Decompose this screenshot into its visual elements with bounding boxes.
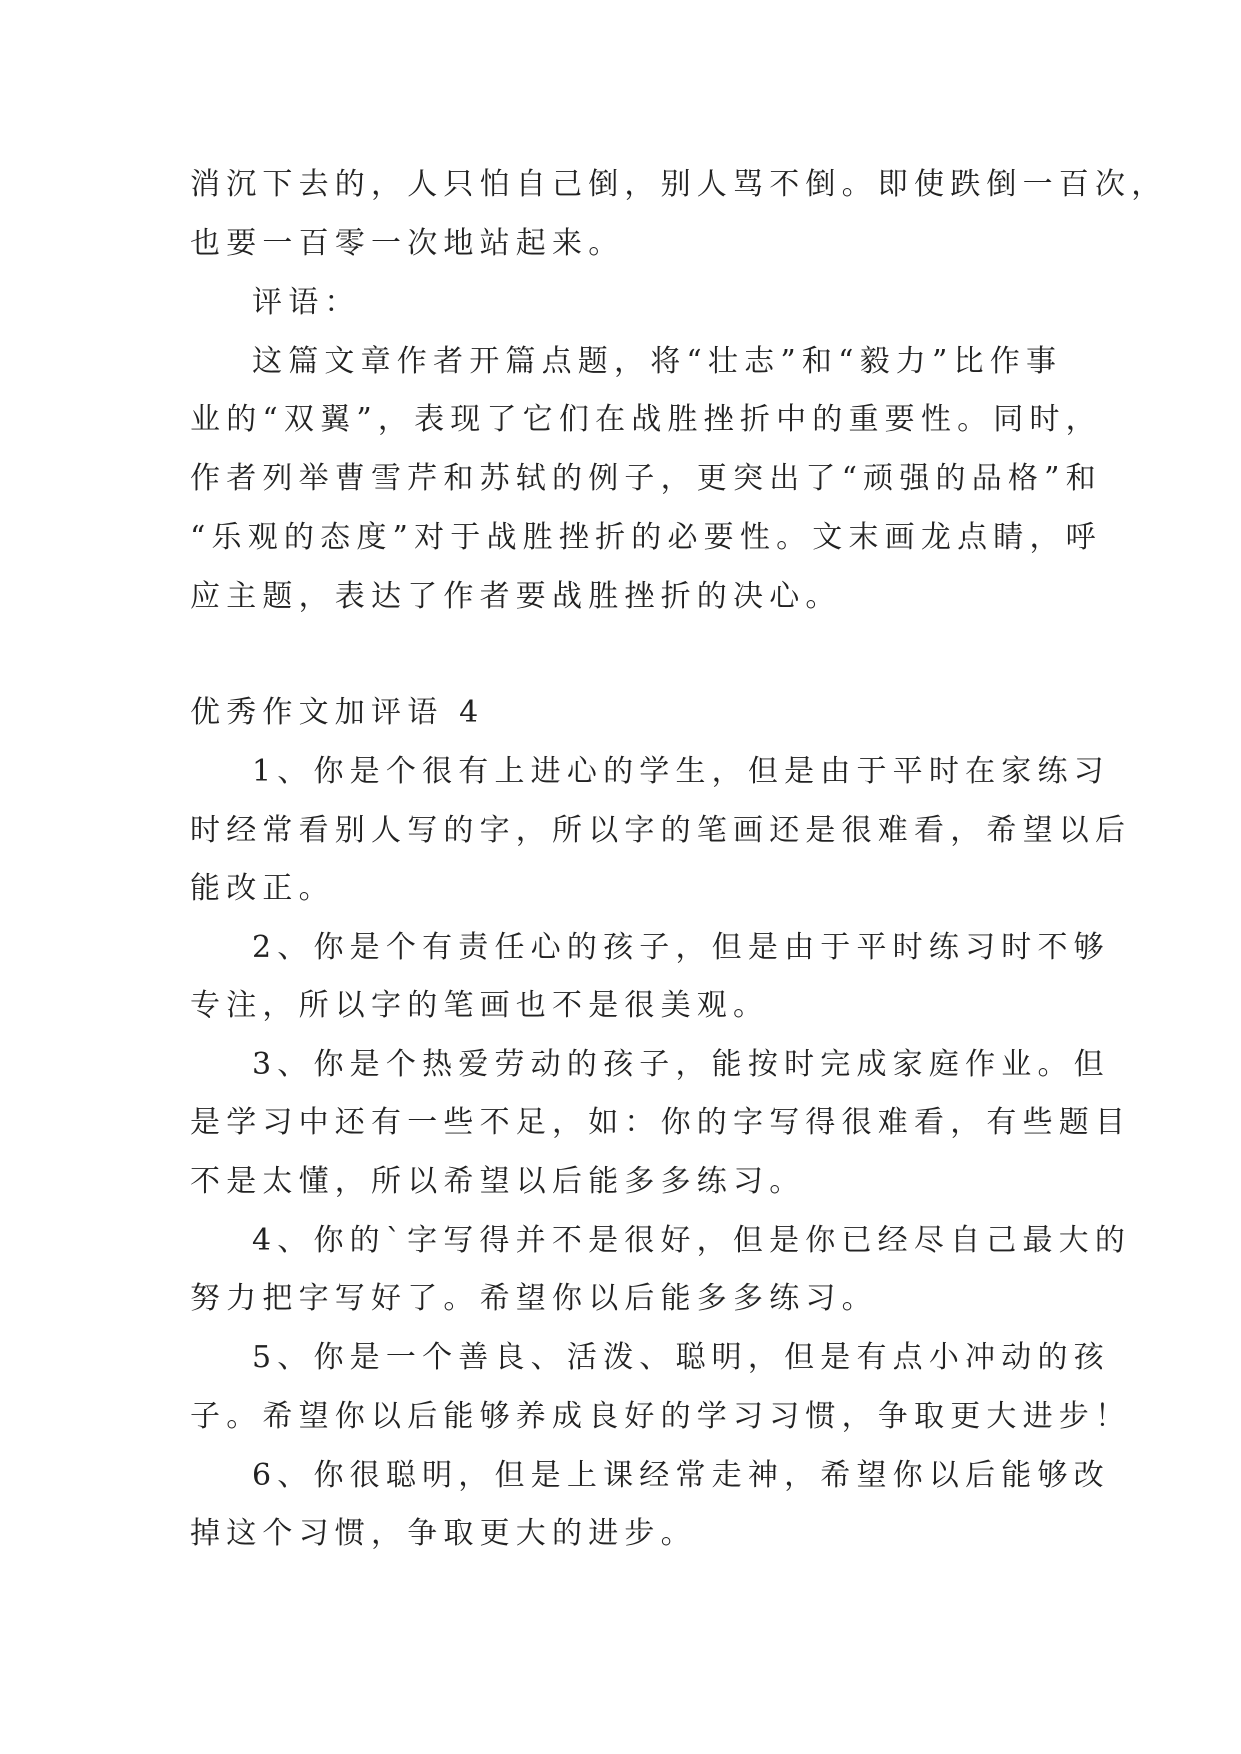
list-item: 2、你是个有责任心的孩子，但是由于平时练习时不够 (252, 930, 1110, 965)
section-title: 优秀作文加评语 4 (190, 695, 485, 730)
text-line: 掉这个习惯，争取更大的进步。 (190, 1516, 697, 1551)
text-line: “乐观的态度”对于战胜挫折的必要性。文末画龙点睛，呼 (190, 520, 1102, 555)
text-line: 应主题，表达了作者要战胜挫折的决心。 (190, 579, 842, 614)
comment-heading: 评语： (252, 285, 361, 320)
list-item: 3、你是个热爱劳动的孩子，能按时完成家庭作业。但 (252, 1047, 1110, 1082)
list-item: 4、你的`字写得并不是很好，但是你已经尽自己最大的 (252, 1223, 1132, 1258)
list-item: 5、你是一个善良、活泼、聪明，但是有点小冲动的孩 (252, 1340, 1110, 1375)
text-line: 时经常看别人写的字，所以字的笔画还是很难看，希望以后 (190, 813, 1132, 848)
text-line: 不是太懂，所以希望以后能多多练习。 (190, 1164, 806, 1199)
text-line: 专注，所以字的笔画也不是很美观。 (190, 988, 770, 1023)
list-item: 6、你很聪明，但是上课经常走神，希望你以后能够改 (252, 1458, 1110, 1493)
text-line: 消沉下去的，人只怕自己倒，别人骂不倒。即使跌倒一百次， (190, 167, 1168, 202)
text-line: 是学习中还有一些不足，如：你的字写得很难看，有些题目 (190, 1105, 1132, 1140)
text-line: 能改正。 (190, 871, 335, 906)
text-line: 作者列举曹雪芹和苏轼的例子，更突出了“顽强的品格”和 (190, 461, 1102, 496)
text-line: 子。希望你以后能够养成良好的学习习惯，争取更大进步！ (190, 1399, 1132, 1434)
text-line: 业的“双翼”，表现了它们在战胜挫折中的重要性。同时， (190, 402, 1102, 437)
text-line: 也要一百零一次地站起来。 (190, 226, 625, 261)
text-line: 努力把字写好了。希望你以后能多多练习。 (190, 1281, 878, 1316)
text-line: 这篇文章作者开篇点题，将“壮志”和“毅力”比作事 (252, 344, 1063, 379)
list-item: 1、你是个很有上进心的学生，但是由于平时在家练习 (252, 754, 1110, 789)
